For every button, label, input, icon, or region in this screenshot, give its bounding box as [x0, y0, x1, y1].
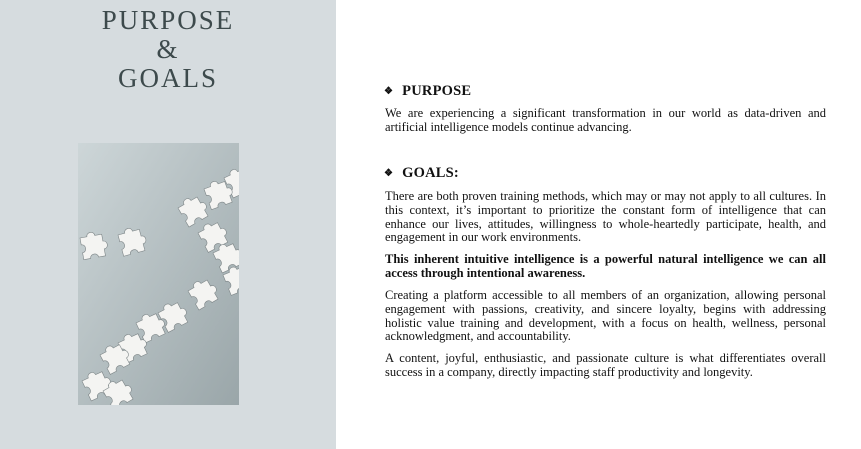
title-line-goals: GOALS [117, 63, 218, 93]
goals-heading [385, 165, 459, 182]
purpose-heading [385, 83, 471, 100]
purpose-paragraph: We are experiencing a significant transformation in our world as data-driven and artificial intelligence models continue advancing. [385, 106, 826, 134]
diamond-bullet-icon: ❖ [384, 168, 394, 179]
goals-paragraph-2: This inherent intuitive intelligence is a powerful natural intelligence we can all access through intentional awareness. [385, 252, 826, 280]
page-title [0, 6, 336, 93]
diamond-bullet-icon: ❖ [384, 86, 394, 97]
goals-paragraph-1: There are both proven training methods, which may or may not apply to all cultures. In this context, it’s important to prioritize the constant form of intelligence that can enhance our lives, attitudes, willingness to whole-heartedly participate, health, and engagement in our work environments. [385, 189, 826, 245]
goals-heading-text: GOALS: [402, 165, 459, 181]
purpose-heading-text: PURPOSE [402, 83, 472, 99]
goals-paragraph-4: A content, joyful, enthusiastic, and passionate culture is what differentiates overall success in a company, directly impacting staff productivity and longevity. [385, 351, 826, 379]
title-line-purpose: PURPOSE [101, 5, 235, 35]
title-line-ampersand: & [156, 34, 180, 64]
left-panel [0, 0, 336, 449]
puzzle-pieces-image [78, 143, 239, 405]
goals-paragraph-3: Creating a platform accessible to all members of an organization, allowing personal engagement with passions, creativity, and sincere loyalty, begins with addressing holistic value training and development, with a focus on health, wellness, personal acknowledgment, and accountability. [385, 288, 826, 344]
